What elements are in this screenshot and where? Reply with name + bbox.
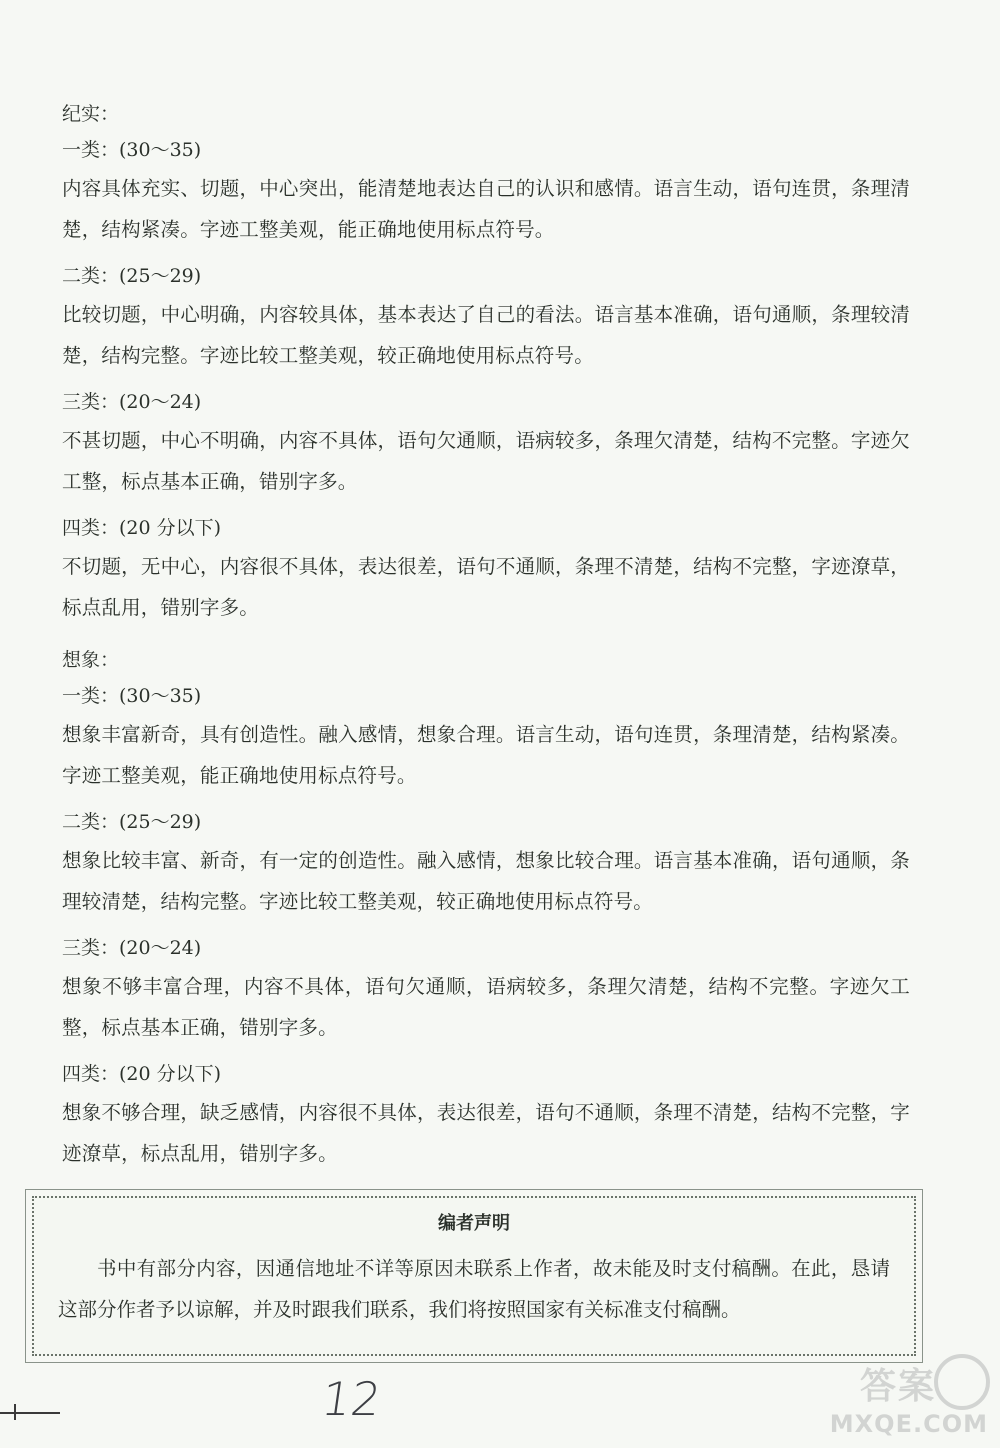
watermark-url-text: MXQE.COM: [829, 1410, 988, 1438]
handwritten-page-number: 12: [318, 1372, 385, 1426]
grade-label: 四类：(20 分以下): [62, 1063, 222, 1085]
grade-label: 二类：(25～29): [62, 811, 202, 833]
grade-description: 比较切题，中心明确，内容较具体，基本表达了自己的看法。语言基本准确，语句通顺，条理较清楚，结构完整。字迹比较工整美观，较正确地使用标点符号。: [62, 303, 910, 367]
watermark-cn-text: 答案: [859, 1366, 936, 1407]
corner-line-mark: [0, 1412, 60, 1414]
notice-title: 编者声明: [438, 1213, 510, 1234]
grade-label: 三类：(20～24): [62, 937, 202, 959]
grade-description: 不切题，无中心，内容很不具体，表达很差，语句不通顺，条理不清楚，结构不完整，字迹潦草，标点乱用，错别字多。: [62, 555, 910, 619]
grade-description: 想象丰富新奇，具有创造性。融入感情，想象合理。语言生动，语句连贯，条理清楚，结构紧凑。字迹工整美观，能正确地使用标点符号。: [62, 723, 910, 787]
watermark-badge-icon: [934, 1354, 990, 1410]
grade-label: 四类：(20 分以下): [62, 517, 222, 539]
grade-description: 想象不够丰富合理，内容不具体，语句欠通顺，语病较多，条理欠清楚，结构不完整。字迹欠工整，标点基本正确，错别字多。: [62, 975, 910, 1039]
grade-description: 想象比较丰富、新奇，有一定的创造性。融入感情，想象比较合理。语言基本准确，语句通顺，条理较清楚，结构完整。字迹比较工整美观，较正确地使用标点符号。: [62, 849, 910, 913]
grade-description: 不甚切题，中心不明确，内容不具体，语句欠通顺，语病较多，条理欠清楚，结构不完整。字迹欠工整，标点基本正确，错别字多。: [62, 429, 910, 493]
section-heading-xiangxiang: 想象：: [62, 649, 120, 671]
rubric-content: [62, 96, 910, 1182]
notice-body: 书中有部分内容，因通信地址不详等原因未联系上作者，故未能及时支付稿酬。在此，恳请这部分作者予以谅解，并及时跟我们联系，我们将按照国家有关标准支付稿酬。: [58, 1257, 890, 1321]
grade-label: 一类：(30～35): [62, 139, 202, 161]
grade-label: 一类：(30～35): [62, 685, 202, 707]
grade-label: 三类：(20～24): [62, 391, 202, 413]
grade-description: 内容具体充实、切题，中心突出，能清楚地表达自己的认识和感情。语言生动，语句连贯，条理清楚，结构紧凑。字迹工整美观，能正确地使用标点符号。: [62, 177, 910, 241]
editor-notice-box: [32, 1196, 916, 1356]
corner-tick-mark: [14, 1404, 16, 1420]
grade-label: 二类：(25～29): [62, 265, 202, 287]
watermark-logo: [824, 1352, 994, 1442]
grade-description: 想象不够合理，缺乏感情，内容很不具体，表达很差，语句不通顺，条理不清楚，结构不完整，字迹潦草，标点乱用，错别字多。: [62, 1101, 910, 1165]
section-heading-jishi: 纪实：: [62, 103, 120, 125]
